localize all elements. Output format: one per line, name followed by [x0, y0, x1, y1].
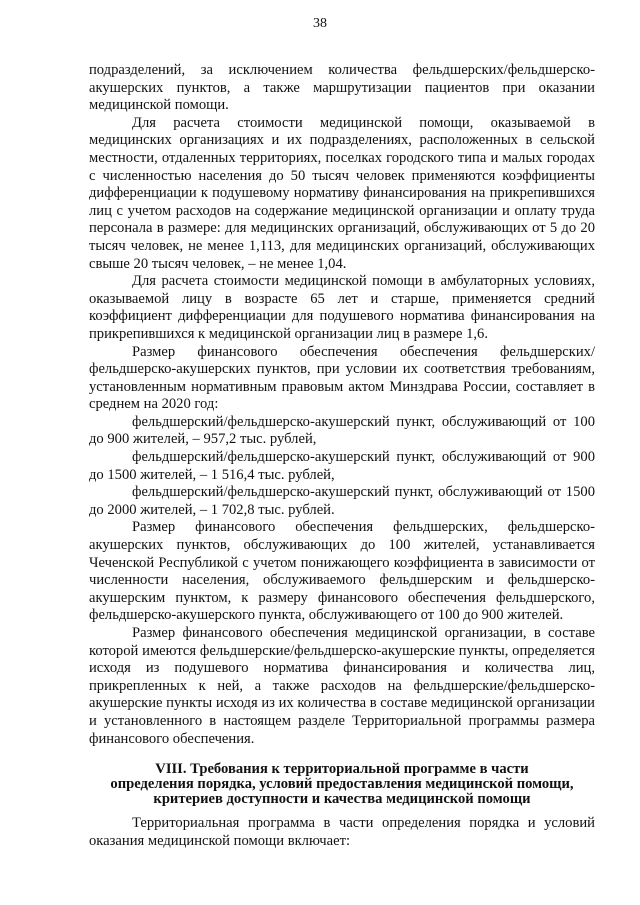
page-number: 38 [313, 16, 327, 31]
paragraph: Размер финансового обеспечения медицинской организации, в составе которой имеются фельдшерские/фельдшерско-акушерские пункты, определяется исходя из подушевого норматива финансирования и количества лиц, прикрепленных к ней, а также расходов на фельдшерские/фельдшерско-акушерские пункты исходя из их количества в составе медицинской организации и установленного в настоящем разделе Территориальной программы размера финансового обеспечения. [89, 625, 595, 747]
paragraph: фельдшерский/фельдшерско-акушерский пункт, обслуживающий от 900 до 1500 жителей, – 1 516,4 тыс. рублей, [89, 449, 595, 483]
section-paragraphs-before [89, 62, 595, 748]
paragraph: Территориальная программа в части определения порядка и условий оказания медицинской помощи включает: [89, 815, 595, 849]
section-heading-line: критериев доступности и качества медицинской помощи [153, 791, 531, 808]
section-paragraphs-after [89, 815, 595, 850]
paragraph: фельдшерский/фельдшерско-акушерский пункт, обслуживающий от 100 до 900 жителей, – 957,2 тыс. рублей, [89, 413, 595, 448]
paragraph: фельдшерский/фельдшерско-акушерский пункт, обслуживающий от 1500 до 2000 жителей, – 1 702,8 тыс. рублей. [89, 484, 595, 518]
section-heading [89, 762, 595, 807]
section-heading-line: VIII. Требования к территориальной программе в части [155, 761, 529, 778]
section-heading-line: определения порядка, условий предоставления медицинской помощи, [110, 776, 574, 793]
paragraph: подразделений, за исключением количества фельдшерских/фельдшерско-акушерских пунктов, а также маршрутизации пациентов при оказании медицинской помощи. [89, 62, 595, 114]
paragraph: Размер финансового обеспечения обеспечения фельдшерских/фельдшерско-акушерских пунктов, при условии их соответствия требованиям, установленным нормативным правовым актом Минздрава России, составляет в среднем на 2020 год: [89, 343, 595, 413]
body-text [89, 62, 595, 850]
paragraph: Для расчета стоимости медицинской помощи в амбулаторных условиях, оказываемой лицу в возрасте 65 лет и старше, применяется средний коэффициент дифференциации для подушевого норматива финансирования на прикрепившихся к медицинской организации лиц в размере 1,6. [89, 273, 595, 342]
paragraph: Для расчета стоимости медицинской помощи, оказываемой в медицинских организациях и их подразделениях, расположенных в сельской местности, отдаленных территориях, поселках городского типа и малых городах с численностью населения до 50 тысяч человек применяются коэффициенты дифференциации к подушевому нормативу финансирования на прикрепившихся лиц с учетом расходов на содержание медицинской организации и оплату труда персонала в размере: для медицинских организаций, обслуживающих от 5 до 20 тысяч человек, не менее 1,113, для медицинских организаций, обслуживающих свыше 20 тысяч человек, – не менее 1,04. [89, 114, 595, 272]
paragraph: Размер финансового обеспечения фельдшерских, фельдшерско-акушерских пунктов, обслуживающих до 100 жителей, устанавливается Чеченской Республикой с учетом понижающего коэффициента в зависимости от численности населения, обслуживаемого фельдшерским и фельдшерско-акушерским пунктом, к размеру финансового обеспечения фельдшерского, фельдшерско-акушерского пункта, обслуживающего от 100 до 900 жителей. [89, 519, 595, 624]
